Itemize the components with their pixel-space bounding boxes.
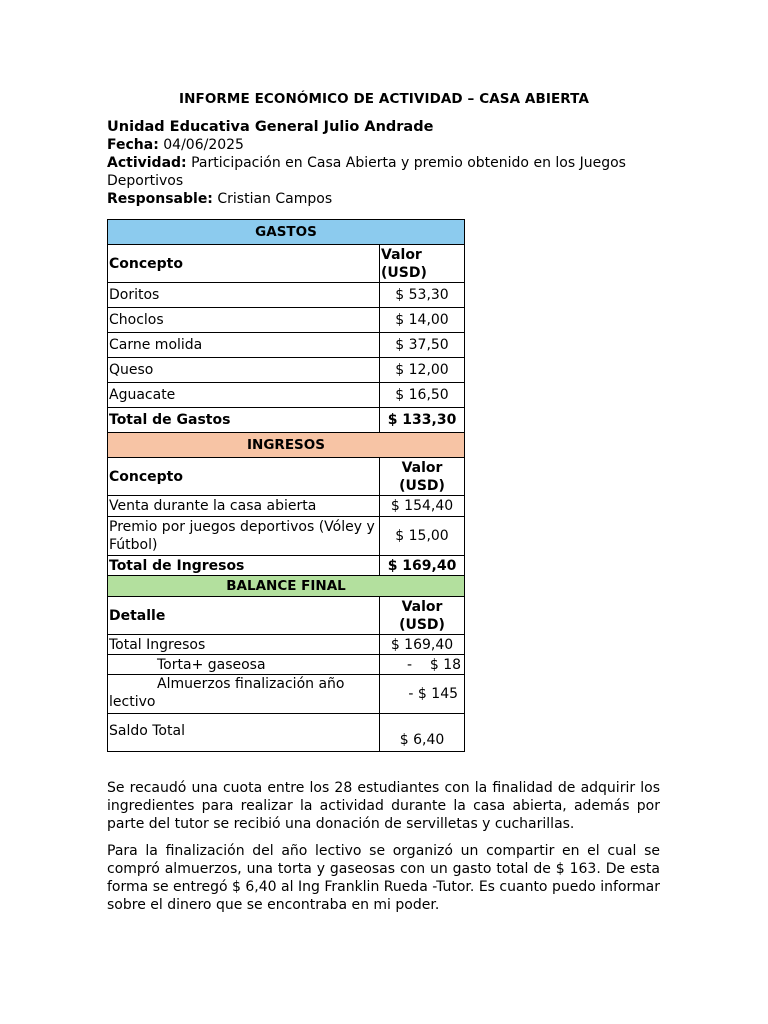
- date-value: 04/06/2025: [163, 137, 244, 153]
- ingresos-section-title: INGRESOS: [108, 433, 465, 458]
- table-row: [108, 333, 465, 358]
- balance-detail: Torta+ gaseosa: [108, 655, 380, 675]
- school-name: Unidad Educativa General Julio Andrade: [107, 119, 434, 135]
- balance-value: $ 169,40: [380, 635, 465, 655]
- saldo-total-label: Saldo Total: [108, 714, 380, 752]
- saldo-total-value: $ 6,40: [380, 714, 465, 752]
- table-row: [108, 635, 465, 655]
- gastos-value: $ 12,00: [380, 358, 465, 383]
- balance-section-title: BALANCE FINAL: [108, 576, 465, 597]
- gastos-value: $ 16,50: [380, 383, 465, 408]
- paragraph-2: Para la finalización del año lectivo se organizó un compartir en el cual se compró almuerzos, una torta y gaseosas con un gasto total de $ 163. De esta forma se entregó $ 6,40 al Ing Franklin Rueda -Tutor. Es cuanto puedo informar sobre el dinero que se encontraba en mi poder.: [107, 843, 660, 913]
- activity-label: Actividad:: [107, 155, 187, 171]
- date-label: Fecha:: [107, 137, 159, 153]
- responsible-label: Responsable:: [107, 191, 213, 207]
- ingresos-col-concept: Concepto: [108, 458, 380, 496]
- date-line: [107, 136, 647, 154]
- gastos-total-value: $ 133,30: [380, 408, 465, 433]
- table-row: [108, 283, 465, 308]
- paragraph-1: Se recaudó una cuota entre los 28 estudiantes con la finalidad de adquirir los ingredientes para realizar la actividad durante la casa abierta, además por parte del tutor se recibió una donación de servilletas y cucharillas.: [107, 780, 660, 832]
- gastos-value: $ 37,50: [380, 333, 465, 358]
- gastos-concept: Aguacate: [108, 383, 380, 408]
- responsible-value: Cristian Campos: [217, 191, 333, 207]
- table-row: [108, 308, 465, 333]
- report-header: [107, 118, 647, 208]
- document-title: INFORME ECONÓMICO DE ACTIVIDAD – CASA ABIERTA: [179, 91, 589, 107]
- balance-value: - $ 18: [380, 655, 465, 675]
- table-row: [108, 358, 465, 383]
- table-row: [108, 675, 465, 714]
- gastos-concept: Queso: [108, 358, 380, 383]
- gastos-section-title: GASTOS: [108, 220, 465, 245]
- balance-col-value: Valor (USD): [380, 597, 465, 635]
- gastos-concept: Choclos: [108, 308, 380, 333]
- activity-value: Participación en Casa Abierta y premio obtenido en los Juegos Deportivos: [107, 155, 626, 189]
- gastos-col-value: Valor (USD): [380, 245, 465, 283]
- gastos-concept: Carne molida: [108, 333, 380, 358]
- ingresos-total-value: $ 169,40: [380, 556, 465, 576]
- ingresos-value: $ 154,40: [380, 496, 465, 517]
- ingresos-concept: Premio por juegos deportivos (Vóley y Fútbol): [108, 517, 380, 556]
- gastos-value: $ 14,00: [380, 308, 465, 333]
- ingresos-value: $ 15,00: [380, 517, 465, 556]
- gastos-col-concept: Concepto: [108, 245, 380, 283]
- ingresos-total-label: Total de Ingresos: [108, 556, 380, 576]
- ingresos-col-value: Valor (USD): [380, 458, 465, 496]
- balance-detail-text: Almuerzos finalización año lectivo: [109, 676, 345, 710]
- financial-table: [107, 219, 465, 752]
- responsible-line: [107, 190, 647, 208]
- table-row: [108, 383, 465, 408]
- balance-detail: Total Ingresos: [108, 635, 380, 655]
- table-row: [108, 655, 465, 675]
- balance-detail: [108, 675, 380, 714]
- table-row: [108, 496, 465, 517]
- table-row: [108, 517, 465, 556]
- activity-line: [107, 154, 647, 190]
- gastos-concept: Doritos: [108, 283, 380, 308]
- balance-value: - $ 145: [380, 675, 465, 714]
- balance-col-detail: Detalle: [108, 597, 380, 635]
- gastos-total-label: Total de Gastos: [108, 408, 380, 433]
- gastos-value: $ 53,30: [380, 283, 465, 308]
- ingresos-concept: Venta durante la casa abierta: [108, 496, 380, 517]
